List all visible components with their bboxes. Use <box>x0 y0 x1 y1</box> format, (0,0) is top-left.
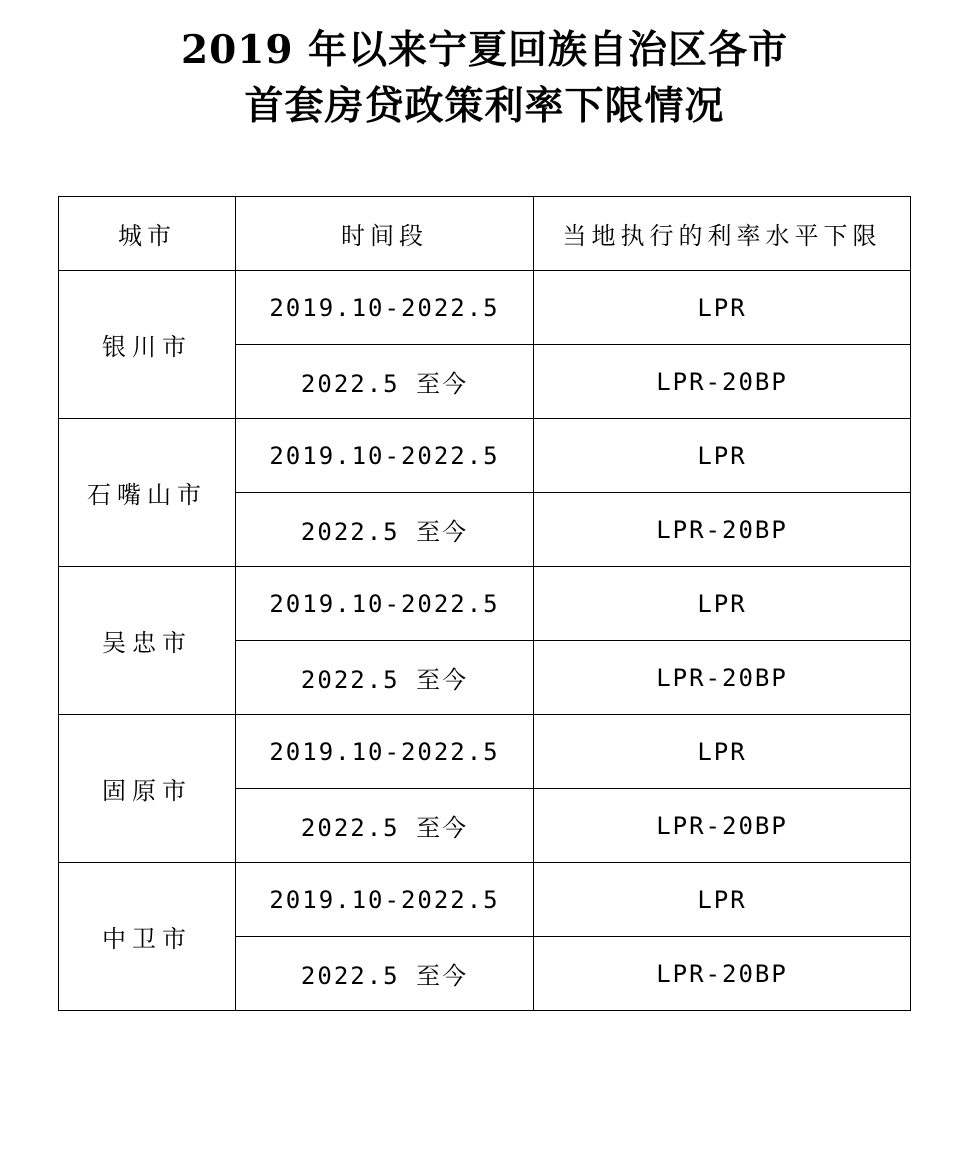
rate-cell: LPR-20BP <box>534 641 911 715</box>
rate-cell: LPR <box>534 863 911 937</box>
period-cell: 2022.5 至今 <box>236 937 534 1011</box>
table-row <box>59 863 911 937</box>
period-cell: 2019.10-2022.5 <box>236 863 534 937</box>
rate-cell: LPR-20BP <box>534 789 911 863</box>
rate-cell: LPR-20BP <box>534 345 911 419</box>
rate-table <box>58 196 911 1011</box>
table-row <box>59 271 911 345</box>
city-cell: 吴忠市 <box>59 567 236 715</box>
title-line-2: 首套房贷政策利率下限情况 <box>244 83 725 129</box>
period-cell: 2022.5 至今 <box>236 789 534 863</box>
period-cell: 2019.10-2022.5 <box>236 715 534 789</box>
header-city: 城市 <box>59 197 236 271</box>
city-cell: 固原市 <box>59 715 236 863</box>
document-title <box>0 22 969 134</box>
table-row <box>59 567 911 641</box>
period-cell: 2022.5 至今 <box>236 493 534 567</box>
period-cell: 2022.5 至今 <box>236 641 534 715</box>
table-row <box>59 715 911 789</box>
rate-cell: LPR <box>534 271 911 345</box>
period-cell: 2019.10-2022.5 <box>236 567 534 641</box>
rate-cell: LPR <box>534 715 911 789</box>
period-cell: 2022.5 至今 <box>236 345 534 419</box>
period-cell: 2019.10-2022.5 <box>236 271 534 345</box>
city-cell: 中卫市 <box>59 863 236 1011</box>
header-period: 时间段 <box>236 197 534 271</box>
period-cell: 2019.10-2022.5 <box>236 419 534 493</box>
city-cell: 石嘴山市 <box>59 419 236 567</box>
header-rate: 当地执行的利率水平下限 <box>534 197 911 271</box>
rate-cell: LPR <box>534 567 911 641</box>
city-cell: 银川市 <box>59 271 236 419</box>
rate-cell: LPR-20BP <box>534 493 911 567</box>
rate-cell: LPR <box>534 419 911 493</box>
title-line-1: 2019 年以来宁夏回族自治区各市 <box>180 27 789 73</box>
rate-cell: LPR-20BP <box>534 937 911 1011</box>
table-header-row <box>59 197 911 271</box>
table-row <box>59 419 911 493</box>
